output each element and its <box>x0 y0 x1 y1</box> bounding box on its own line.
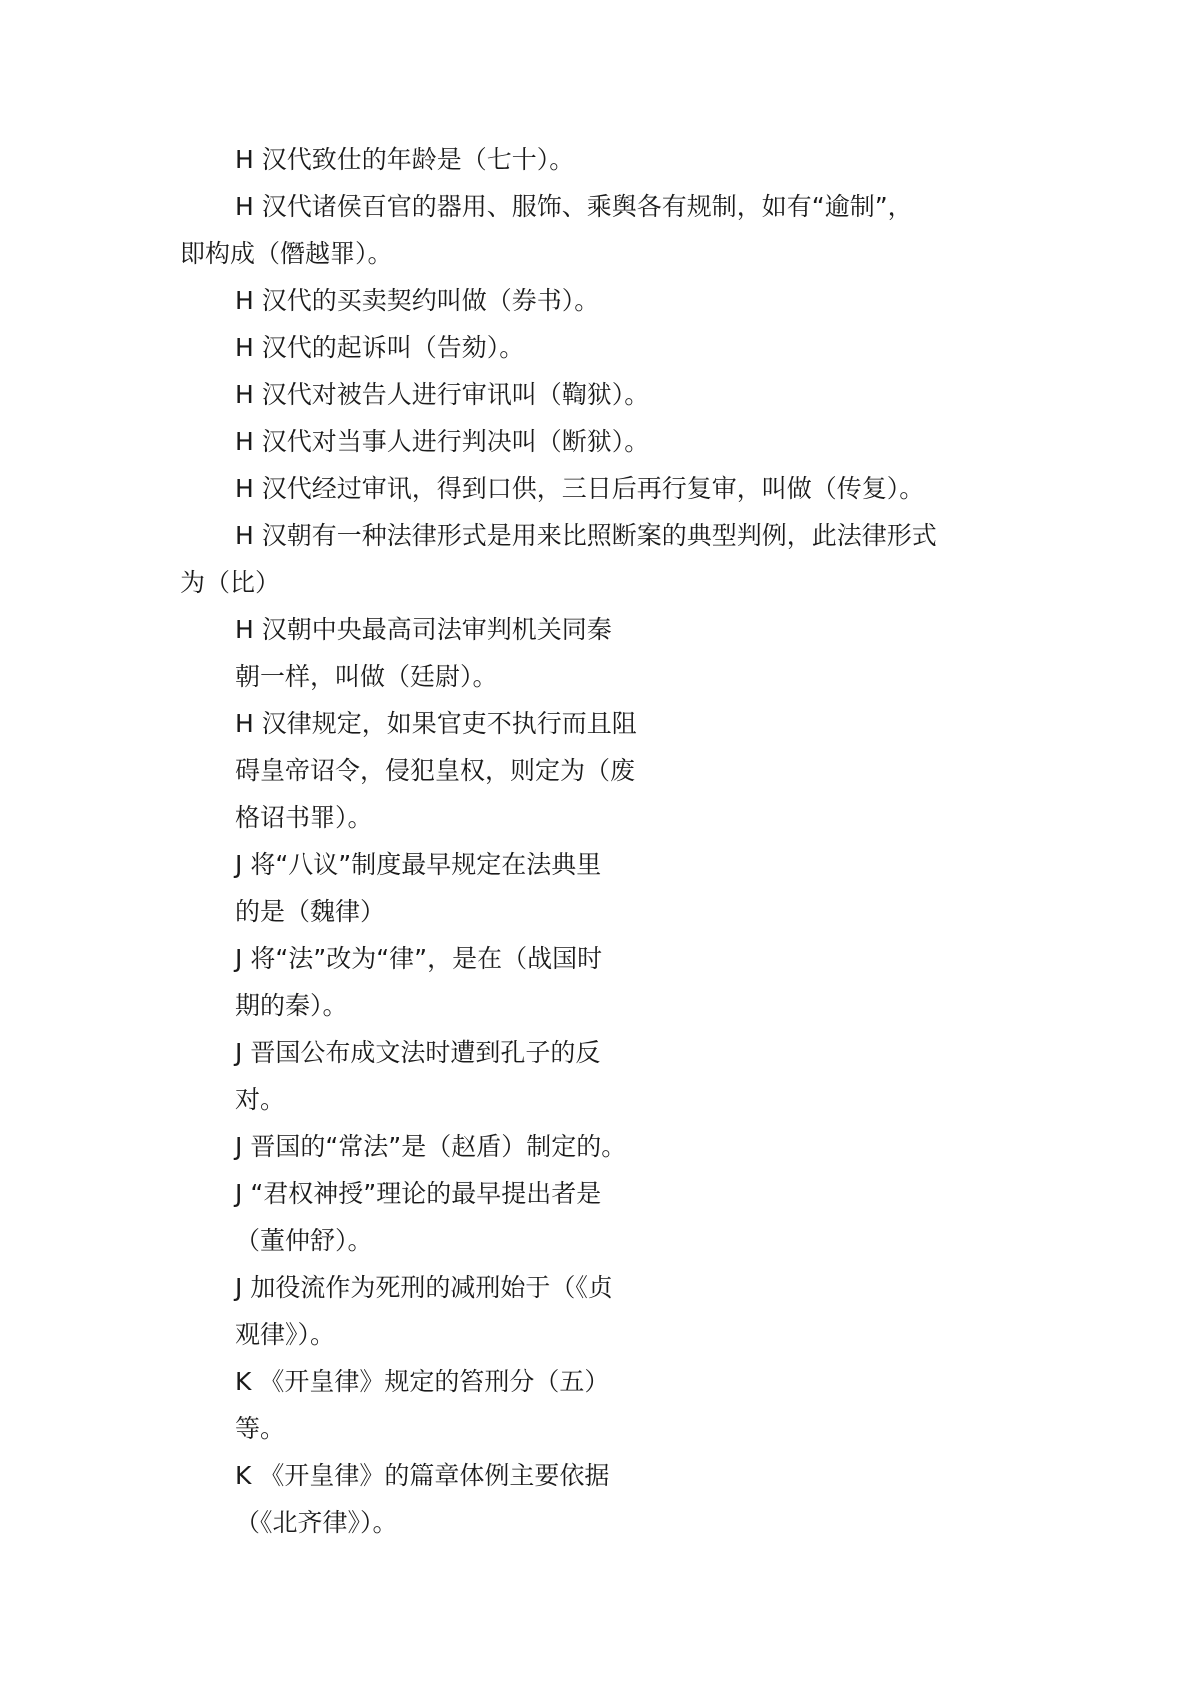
text-line: 格诏书罪）。 <box>235 803 373 832</box>
text-line: H 汉朝有一种法律形式是用来比照断案的典型判例，此法律形式 <box>235 521 937 550</box>
text-line: H 汉代对当事人进行判决叫（断狱）。 <box>235 427 650 456</box>
text-line: 碍皇帝诏令，侵犯皇权，则定为（废 <box>235 756 636 785</box>
text-line: H 汉代致仕的年龄是（七十）。 <box>235 145 575 174</box>
text-line: 朝一样，叫做（廷尉）。 <box>235 662 498 691</box>
text-line: 等。 <box>235 1414 286 1443</box>
text-line: 为（比） <box>180 568 281 597</box>
text-line: 对。 <box>235 1085 286 1114</box>
text-line: H 汉律规定，如果官吏不执行而且阻 <box>235 709 637 738</box>
text-line: 期的秦）。 <box>235 991 348 1020</box>
text-line: J “君权神授”理论的最早提出者是 <box>235 1179 602 1208</box>
text-line: H 汉代诸侯百官的器用、服饰、乘舆各有规制，如有“逾制”， <box>235 192 913 221</box>
text-line: J 晋国公布成文法时遭到孔子的反 <box>235 1038 601 1067</box>
text-line: J 晋国的“常法”是（赵盾）制定的。 <box>235 1132 627 1161</box>
text-line: 即构成（僭越罪）。 <box>180 239 393 268</box>
text-line: H 汉代的起诉叫（告劾）。 <box>235 333 525 362</box>
text-line: H 汉朝中央最高司法审判机关同秦 <box>235 615 612 644</box>
text-line: J 加役流作为死刑的减刑始于（《贞 <box>235 1273 613 1302</box>
text-line: H 汉代经过审讯，得到口供，三日后再行复审，叫做（传复）。 <box>235 474 925 503</box>
text-line: H 汉代对被告人进行审讯叫（鞫狱）。 <box>235 380 650 409</box>
text-line: 观律》）。 <box>235 1320 336 1349</box>
text-line: K 《开皇律》的篇章体例主要依据 <box>235 1461 610 1490</box>
text-line: （《北齐律》）。 <box>235 1508 398 1537</box>
text-line: 的是（魏律） <box>235 897 386 926</box>
text-line: J 将“八议”制度最早规定在法典里 <box>235 850 602 879</box>
text-line: （董仲舒）。 <box>235 1226 373 1255</box>
text-line: H 汉代的买卖契约叫做（券书）。 <box>235 286 600 315</box>
text-line: J 将“法”改为“律”，是在（战国时 <box>235 944 603 973</box>
text-line: K 《开皇律》规定的笞刑分（五） <box>235 1367 610 1396</box>
